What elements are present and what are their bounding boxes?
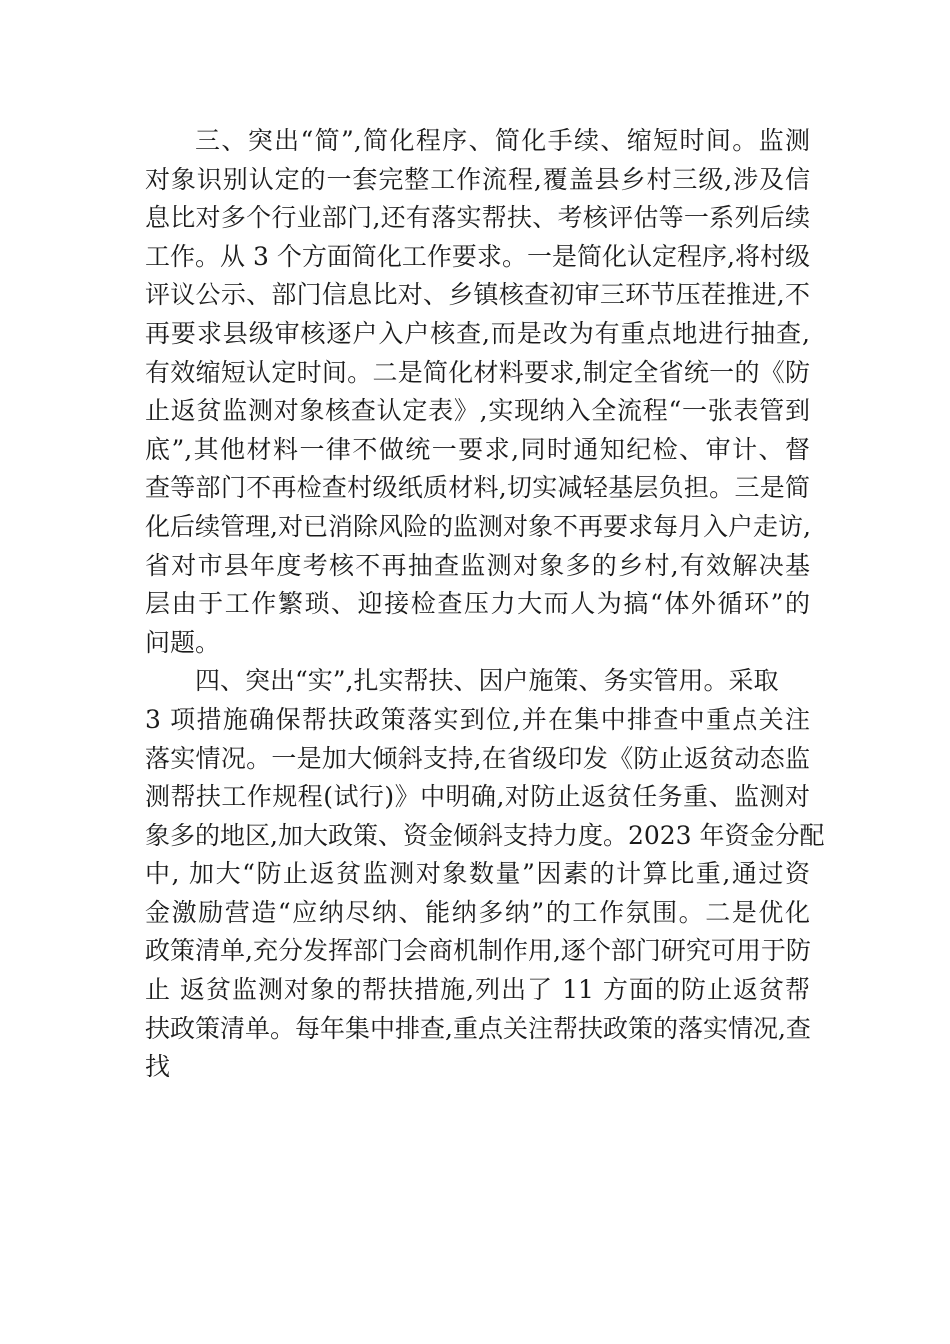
text-line: 息比对多个行业部门,还有落实帮扶、考核评估等一系列后续: [145, 203, 810, 233]
text-line: 查等部门不再检查村级纸质材料,切实减轻基层负担。三是简: [145, 473, 810, 503]
text-line: 对象识别认定的一套完整工作流程,覆盖县乡村三级,涉及信: [145, 164, 810, 194]
paragraph-section-four: [145, 662, 825, 1087]
text-line: 测帮扶工作规程(试行)》中明确,对防止返贫任务重、监测对: [145, 782, 810, 812]
paragraph-section-three: [145, 122, 810, 662]
text-line: 工作。从 3 个方面简化工作要求。一是简化认定程序,将村级: [145, 241, 810, 271]
text-line: 落实情况。一是加大倾斜支持,在省级印发《防止返贫动态监: [145, 743, 810, 773]
text-line: 化后续管理,对已消除风险的监测对象不再要求每月入户走访,: [145, 511, 811, 541]
text-line: 底”,其他材料一律不做统一要求,同时通知纪检、审计、督: [145, 434, 810, 464]
text-line: 三、突出“简”,简化程序、简化手续、缩短时间。监测: [195, 126, 810, 155]
text-line: 找: [145, 1052, 171, 1082]
document-page: [145, 122, 825, 1087]
text-line: 问题。: [145, 627, 221, 657]
text-line: 再要求县级审核逐户入户核查,而是改为有重点地进行抽查,: [145, 318, 810, 348]
text-line: 层由于工作繁琐、迎接检查压力大而人为搞“体外循环”的: [145, 589, 810, 619]
text-line: 止 返贫监测对象的帮扶措施,列出了 11 方面的防止返贫帮: [145, 975, 810, 1005]
text-line: 中, 加大“防止返贫监测对象数量”因素的计算比重,通过资: [145, 859, 810, 889]
text-line: 3 项措施确保帮扶政策落实到位,并在集中排查中重点关注: [145, 704, 810, 734]
text-line: 象多的地区,加大政策、资金倾斜支持力度。2023 年资金分配: [145, 820, 825, 850]
text-line: 政策清单,充分发挥部门会商机制作用,逐个部门研究可用于防: [145, 936, 811, 966]
text-line: 扶政策清单。每年集中排查,重点关注帮扶政策的落实情况,查: [145, 1013, 811, 1043]
text-line: 四、突出“实”,扎实帮扶、因户施策、务实管用。采取: [195, 666, 779, 696]
text-line: 省对市县年度考核不再抽查监测对象多的乡村,有效解决基: [145, 550, 810, 580]
text-line: 止返贫监测对象核查认定表》,实现纳入全流程“一张表管到: [145, 396, 810, 426]
text-line: 有效缩短认定时间。二是简化材料要求,制定全省统一的《防: [145, 357, 810, 387]
text-line: 评议公示、部门信息比对、乡镇核查初审三环节压茬推进,不: [145, 280, 810, 310]
text-line: 金激励营造“应纳尽纳、能纳多纳”的工作氛围。二是优化: [145, 897, 810, 927]
